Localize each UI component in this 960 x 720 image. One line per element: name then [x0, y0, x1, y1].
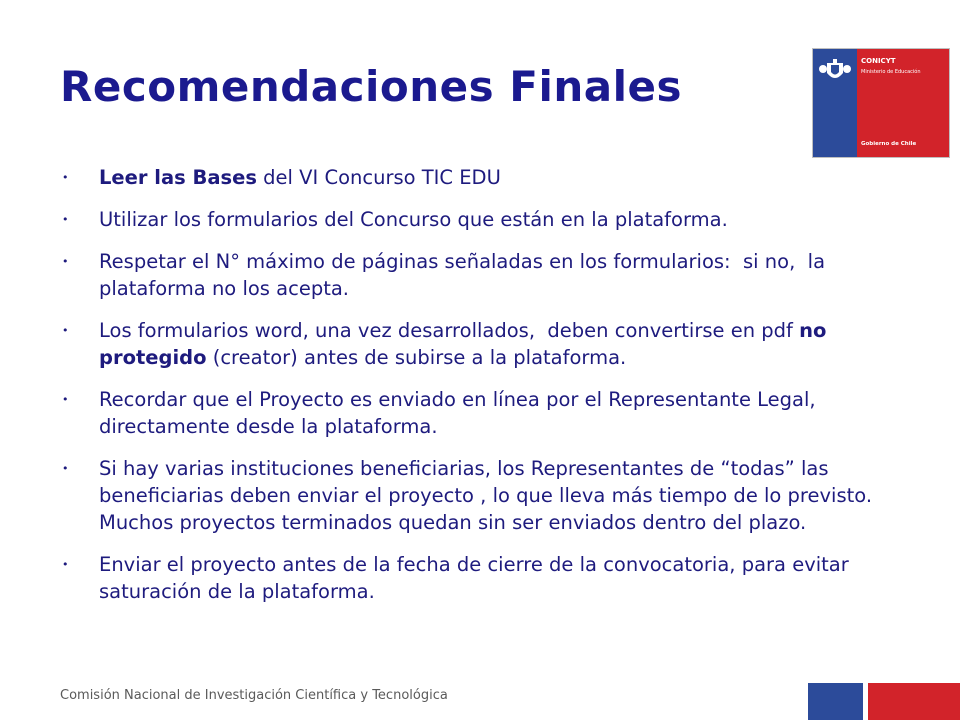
slide-title: Recomendaciones Finales — [60, 62, 682, 111]
footer-text: Comisión Nacional de Investigación Científica y Tecnológica — [60, 688, 448, 703]
logo-subtitle: Ministerio de Educación — [861, 69, 921, 75]
bullet-icon: • — [62, 324, 69, 337]
footer-flag-blue — [808, 683, 863, 720]
bullet-icon: • — [62, 255, 69, 268]
logo-government: Gobierno de Chile — [861, 141, 917, 147]
list-item — [62, 164, 920, 191]
item-text: del VI Concurso TIC EDU — [256, 166, 501, 189]
logo-name: CONICYT — [861, 57, 896, 65]
list-item — [62, 206, 920, 233]
chile-coat-of-arms-icon — [817, 57, 853, 87]
bullet-icon: • — [62, 393, 69, 406]
list-item — [62, 551, 920, 605]
list-item — [62, 455, 920, 536]
item-bold-text: no protegido — [99, 319, 834, 369]
bullet-icon: • — [62, 213, 69, 226]
footer-flag-red — [868, 683, 960, 720]
list-item — [62, 248, 920, 302]
recommendations-list — [62, 164, 920, 620]
item-bold-text: Leer las Bases — [99, 166, 257, 189]
item-text: (creator) antes de subirse a la plataforma. — [206, 346, 627, 369]
list-item — [62, 317, 920, 371]
bullet-icon: • — [62, 558, 69, 571]
item-text: Recordar que el Proyecto es enviado en línea por el Representante Legal, directamente desde la plataforma. — [99, 388, 822, 438]
item-text: Respetar el N° máximo de páginas señaladas en los formularios: si no, la plataforma no los acepta. — [99, 250, 832, 300]
item-text: Utilizar los formularios del Concurso que están en la plataforma. — [99, 208, 728, 231]
bullet-icon: • — [62, 462, 69, 475]
item-text: Los formularios word, una vez desarrollados, deben convertirse en pdf — [99, 319, 800, 342]
conicyt-logo — [812, 48, 950, 158]
item-text: Si hay varias instituciones beneficiarias, los Representantes de “todas” las beneficiarias deben enviar el proyecto , lo que lleva más tiempo de lo previsto. Muchos proyectos terminados quedan sin ser enviados dentro del plazo. — [99, 457, 879, 534]
bullet-icon: • — [62, 171, 69, 184]
list-item — [62, 386, 920, 440]
item-text: Enviar el proyecto antes de la fecha de cierre de la convocatoria, para evitar saturación de la plataforma. — [99, 553, 855, 603]
